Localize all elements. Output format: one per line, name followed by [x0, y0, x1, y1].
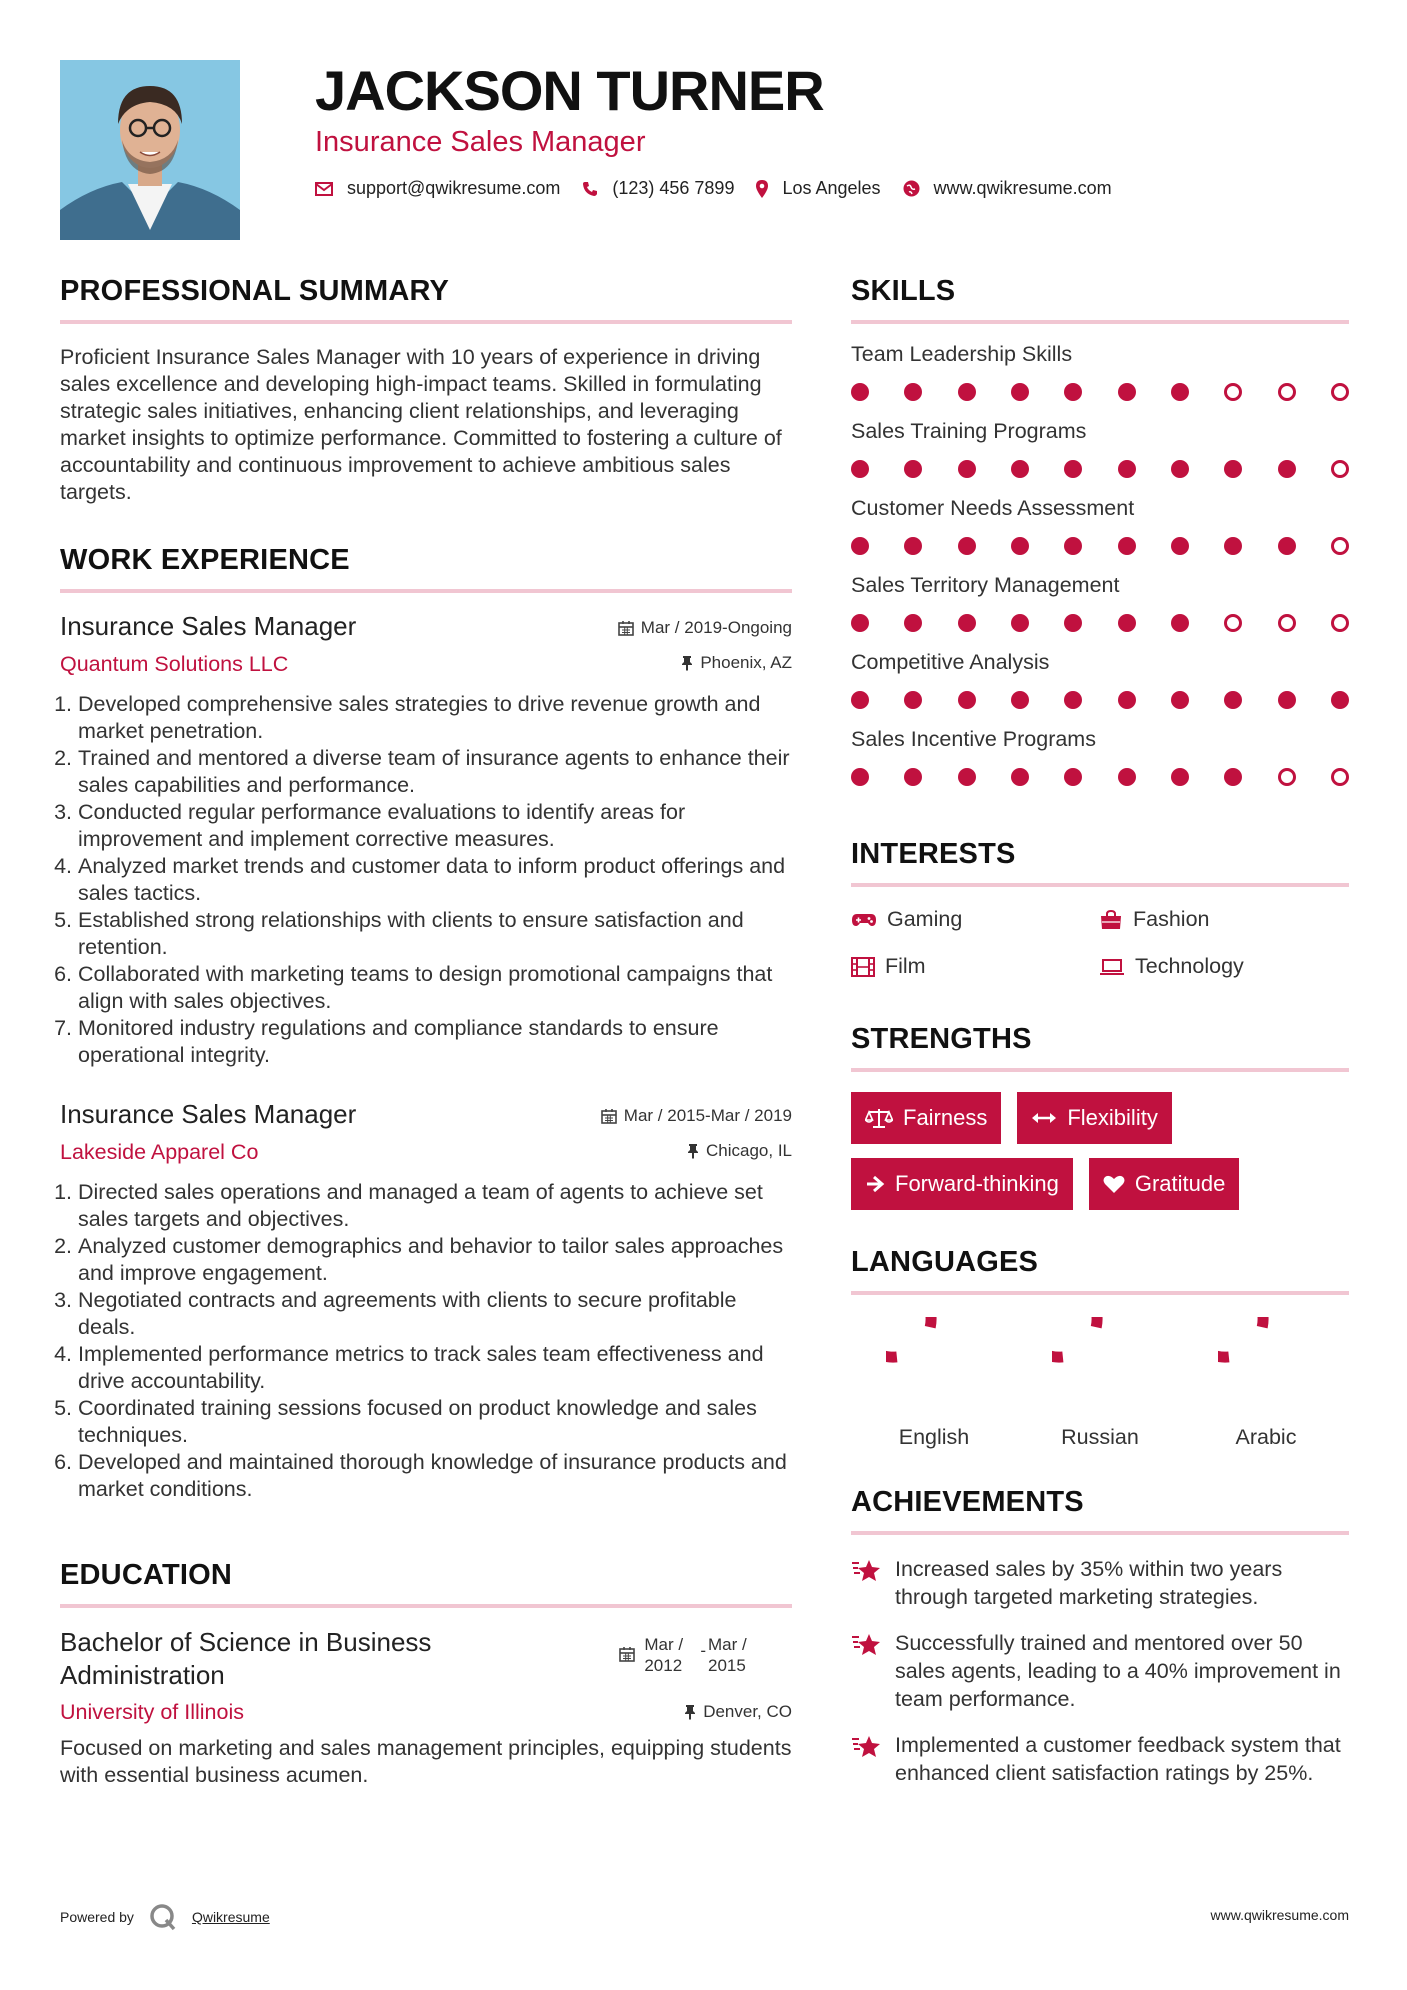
language-item [1017, 1317, 1183, 1450]
section-title-skills: SKILLS [851, 275, 956, 307]
rating-dot-filled [1171, 383, 1189, 401]
contact-location [756, 178, 880, 199]
strength-label: Fairness [903, 1105, 988, 1130]
job-bullets [60, 1179, 792, 1503]
list-item: 3. Conducted regular performance evaluations to identify areas for improvement and implement corrective measures. [78, 799, 792, 853]
rating-dot-empty [1331, 614, 1349, 632]
balance-scale-icon [865, 1107, 893, 1129]
skill-rating [851, 460, 1349, 478]
education-description: Focused on marketing and sales management principles, equipping students with essential business acumen. [60, 1736, 792, 1787]
rating-dot-empty [1224, 383, 1242, 401]
achievements-section [851, 1486, 1349, 1787]
skill-name: Sales Territory Management [851, 573, 1120, 597]
rating-dot-filled [1171, 537, 1189, 555]
brand-link[interactable]: Qwikresume [191, 1909, 270, 1925]
language-item [1183, 1317, 1349, 1450]
interest-label: Film [885, 954, 926, 978]
skill-rating [851, 768, 1349, 786]
left-column [60, 275, 792, 1789]
rating-dot-filled [1064, 614, 1082, 632]
envelope-icon [315, 182, 333, 196]
interest-item [851, 907, 1099, 932]
contact-website-text: www.qwikresume.com [933, 178, 1112, 198]
film-icon [851, 957, 875, 977]
language-item [851, 1317, 1017, 1450]
contact-website[interactable] [903, 178, 1112, 199]
achievement-item [851, 1731, 1349, 1787]
rating-dot-filled [1278, 460, 1296, 478]
languages-list [851, 1317, 1349, 1450]
profile-photo [60, 60, 240, 240]
list-item: 7. Monitored industry regulations and compliance standards to ensure operational integrity. [78, 1015, 792, 1069]
job-company: Quantum Solutions LLC [60, 652, 289, 676]
candidate-title: Insurance Sales Manager [315, 126, 646, 158]
job-date [601, 1106, 792, 1126]
education-date-end: Mar / 2015 [708, 1635, 747, 1675]
rating-dot-filled [1278, 537, 1296, 555]
language-label: Arabic [1235, 1425, 1297, 1449]
strength-tag [1017, 1092, 1171, 1144]
section-divider [60, 1604, 792, 1608]
list-item: 2. Analyzed customer demographics and behavior to tailor sales approaches and improve engagement. [78, 1233, 792, 1287]
candidate-name: JACKSON TURNER [315, 59, 824, 122]
language-label: English [898, 1425, 970, 1449]
interest-label: Gaming [887, 907, 963, 931]
footer-powered-by [60, 1902, 270, 1932]
section-divider [851, 320, 1349, 324]
qwikresume-logo-icon [148, 1902, 178, 1932]
rating-dot-filled [1064, 460, 1082, 478]
education-entry [60, 1626, 792, 1789]
section-divider [851, 1291, 1349, 1295]
rating-dot-filled [1171, 691, 1189, 709]
rating-dot-filled [1224, 691, 1242, 709]
achievement-text: Implemented a customer feedback system that enhanced client satisfaction ratings by 25%. [895, 1733, 1341, 1785]
list-item: 4. Analyzed market trends and customer data to inform product offerings and sales tactics. [78, 853, 792, 907]
rating-dot-empty [1278, 614, 1296, 632]
skill-name: Sales Training Programs [851, 419, 1087, 443]
calendar-icon [618, 620, 634, 636]
rating-dot-filled [1331, 691, 1349, 709]
strength-tags [851, 1092, 1349, 1210]
rating-dot-filled [904, 768, 922, 786]
rating-dot-filled [904, 383, 922, 401]
rating-dot-empty [1278, 383, 1296, 401]
pushpin-icon [684, 1704, 696, 1720]
contact-bar [315, 178, 1134, 199]
skill-name: Team Leadership Skills [851, 342, 1073, 366]
gamepad-icon [851, 912, 877, 928]
rating-dot-filled [904, 460, 922, 478]
interests-section [851, 838, 1349, 979]
list-item: 3. Negotiated contracts and agreements with clients to secure profitable deals. [78, 1287, 792, 1341]
strength-label: Gratitude [1134, 1171, 1226, 1196]
strength-tag [851, 1092, 1001, 1144]
rating-dot-filled [904, 691, 922, 709]
section-title-education: EDUCATION [60, 1559, 233, 1591]
job-location [681, 653, 792, 673]
star-award-icon [851, 1631, 883, 1659]
interest-label: Technology [1135, 954, 1244, 978]
rating-dot-filled [1064, 383, 1082, 401]
strength-label: Flexibility [1067, 1105, 1158, 1130]
language-label: Russian [1061, 1425, 1139, 1449]
map-pin-icon [756, 180, 768, 198]
rating-dot-empty [1331, 768, 1349, 786]
globe-icon [903, 180, 920, 197]
rating-dot-filled [1011, 614, 1029, 632]
rating-dot-filled [1011, 383, 1029, 401]
rating-dot-filled [1171, 614, 1189, 632]
contact-phone[interactable] [582, 178, 734, 199]
skill-name: Competitive Analysis [851, 650, 1050, 674]
rating-dot-filled [1011, 768, 1029, 786]
rating-dot-filled [958, 768, 976, 786]
job-bullets [60, 691, 792, 1069]
section-title-languages: LANGUAGES [851, 1246, 1039, 1278]
rating-dot-filled [1118, 383, 1136, 401]
school-name: University of Illinois [60, 1700, 244, 1724]
rating-dot-filled [1064, 768, 1082, 786]
arrows-horizontal-icon [1031, 1111, 1057, 1125]
job-title: Insurance Sales Manager [60, 611, 357, 641]
languages-section [851, 1246, 1349, 1450]
education-location-text: Denver, CO [703, 1702, 792, 1721]
rating-dot-filled [1118, 614, 1136, 632]
list-item: 1. Developed comprehensive sales strategies to drive revenue growth and market penetration. [78, 691, 792, 745]
rating-dot-empty [1278, 768, 1296, 786]
skill-name: Customer Needs Assessment [851, 496, 1135, 520]
job-date [618, 618, 792, 638]
list-item: 5. Coordinated training sessions focused on product knowledge and sales techniques. [78, 1395, 792, 1449]
rating-dot-filled [958, 691, 976, 709]
contact-phone-text: (123) 456 7899 [612, 178, 735, 198]
interest-item [1099, 954, 1349, 979]
skills-list [851, 342, 1349, 786]
job-entry [60, 611, 792, 1069]
rating-dot-filled [904, 614, 922, 632]
section-title-achievements: ACHIEVEMENTS [851, 1486, 1084, 1518]
interest-label: Fashion [1133, 907, 1210, 931]
rating-dot-filled [1011, 691, 1029, 709]
education-location [684, 1702, 792, 1722]
interest-item [1099, 907, 1349, 932]
rating-dot-filled [1118, 768, 1136, 786]
rating-dot-filled [1011, 537, 1029, 555]
list-item: 6. Collaborated with marketing teams to design promotional campaigns that align with sales objectives. [78, 961, 792, 1015]
rating-dot-filled [904, 537, 922, 555]
list-item: 1. Directed sales operations and managed a team of agents to achieve set sales targets and objectives. [78, 1179, 792, 1233]
education-date-start: Mar / 2012 [644, 1635, 684, 1675]
strength-tag [1089, 1158, 1240, 1210]
rating-dot-filled [958, 614, 976, 632]
rating-dot-filled [1224, 460, 1242, 478]
education-dates [619, 1634, 762, 1676]
powered-by-text: Powered by [60, 1909, 134, 1925]
rating-dot-filled [1171, 460, 1189, 478]
section-title-summary: PROFESSIONAL SUMMARY [60, 275, 450, 307]
section-title-strengths: STRENGTHS [851, 1023, 1032, 1055]
section-divider [851, 1068, 1349, 1072]
rating-dot-filled [958, 537, 976, 555]
rating-dot-filled [1224, 537, 1242, 555]
rating-dot-filled [1064, 537, 1082, 555]
job-location-text: Phoenix, AZ [700, 653, 792, 672]
rating-dot-filled [1118, 460, 1136, 478]
summary-section [60, 275, 792, 506]
list-item: 4. Implemented performance metrics to track sales team effectiveness and drive accountability. [78, 1341, 792, 1395]
right-column [851, 275, 1349, 1787]
arrow-right-icon [865, 1174, 885, 1194]
rating-dot-filled [1224, 768, 1242, 786]
education-section [60, 1559, 792, 1789]
experience-section [60, 544, 792, 1503]
contact-location-text: Los Angeles [782, 178, 881, 198]
skill-rating [851, 614, 1349, 632]
job-location [687, 1141, 792, 1161]
language-level-ring [1218, 1317, 1314, 1413]
contact-email-text: support@qwikresume.com [347, 178, 561, 198]
contact-email[interactable] [315, 178, 560, 199]
education-date-separator: - [700, 1641, 706, 1660]
section-divider [851, 883, 1349, 887]
rating-dot-filled [851, 460, 869, 478]
language-level-ring [1052, 1317, 1148, 1413]
rating-dot-filled [958, 383, 976, 401]
skill-rating [851, 537, 1349, 555]
skill-rating [851, 691, 1349, 709]
rating-dot-filled [851, 691, 869, 709]
phone-icon [582, 181, 598, 197]
pushpin-icon [687, 1143, 699, 1159]
job-location-text: Chicago, IL [706, 1141, 792, 1160]
job-entry [60, 1099, 792, 1503]
rating-dot-filled [851, 614, 869, 632]
rating-dot-filled [1278, 691, 1296, 709]
rating-dot-filled [1011, 460, 1029, 478]
summary-text: Proficient Insurance Sales Manager with 10 years of experience in driving sales excellence and developing high-impact teams. Skilled in formulating strategic sales initiatives, enhancing client relationships, and leveraging market insights to optimize performance. Committed to fostering a culture of accountability and continuous improvement to achieve ambitious sales targets. [60, 345, 782, 504]
pushpin-icon [681, 655, 693, 671]
achievement-item [851, 1555, 1349, 1611]
rating-dot-empty [1224, 614, 1242, 632]
strength-label: Forward-thinking [895, 1171, 1059, 1196]
job-title: Insurance Sales Manager [60, 1099, 357, 1129]
rating-dot-filled [958, 460, 976, 478]
rating-dot-filled [851, 768, 869, 786]
skills-section [851, 275, 1349, 786]
achievement-text: Successfully trained and mentored over 50 sales agents, leading to a 40% improvement in team performance. [895, 1631, 1341, 1711]
rating-dot-filled [851, 383, 869, 401]
rating-dot-filled [1171, 768, 1189, 786]
rating-dot-filled [1118, 691, 1136, 709]
degree-title: Bachelor of Science in Business Administration [60, 1627, 432, 1690]
shopping-bag-icon [1099, 910, 1123, 930]
rating-dot-filled [1064, 691, 1082, 709]
star-award-icon [851, 1733, 883, 1761]
achievement-text: Increased sales by 35% within two years through targeted marketing strategies. [895, 1557, 1283, 1609]
laptop-icon [1099, 958, 1125, 976]
interests-grid [851, 907, 1349, 979]
rating-dot-filled [851, 537, 869, 555]
list-item: 5. Established strong relationships with clients to ensure satisfaction and retention. [78, 907, 792, 961]
skill-rating [851, 383, 1349, 401]
calendar-icon [601, 1108, 617, 1124]
footer-url[interactable]: www.qwikresume.com [1210, 1907, 1349, 1923]
star-award-icon [851, 1557, 883, 1585]
language-level-ring [886, 1317, 982, 1413]
section-divider [851, 1531, 1349, 1535]
list-item: 6. Developed and maintained thorough knowledge of insurance products and market conditions. [78, 1449, 792, 1503]
job-date-text: Mar / 2019-Ongoing [640, 618, 792, 637]
skill-name: Sales Incentive Programs [851, 727, 1096, 751]
interest-item [851, 954, 1099, 979]
section-divider [60, 589, 792, 593]
achievement-item [851, 1629, 1349, 1713]
section-divider [60, 320, 792, 324]
job-company: Lakeside Apparel Co [60, 1140, 259, 1164]
rating-dot-empty [1331, 537, 1349, 555]
strength-tag [851, 1158, 1073, 1210]
rating-dot-empty [1331, 460, 1349, 478]
calendar-icon [619, 1646, 635, 1662]
rating-dot-filled [1118, 537, 1136, 555]
job-date-text: Mar / 2015-Mar / 2019 [623, 1106, 792, 1125]
heart-icon [1103, 1174, 1125, 1194]
list-item: 2. Trained and mentored a diverse team of insurance agents to enhance their sales capabilities and performance. [78, 745, 792, 799]
strengths-section [851, 1023, 1349, 1210]
section-title-experience: WORK EXPERIENCE [60, 544, 350, 576]
section-title-interests: INTERESTS [851, 838, 1016, 870]
rating-dot-empty [1331, 383, 1349, 401]
